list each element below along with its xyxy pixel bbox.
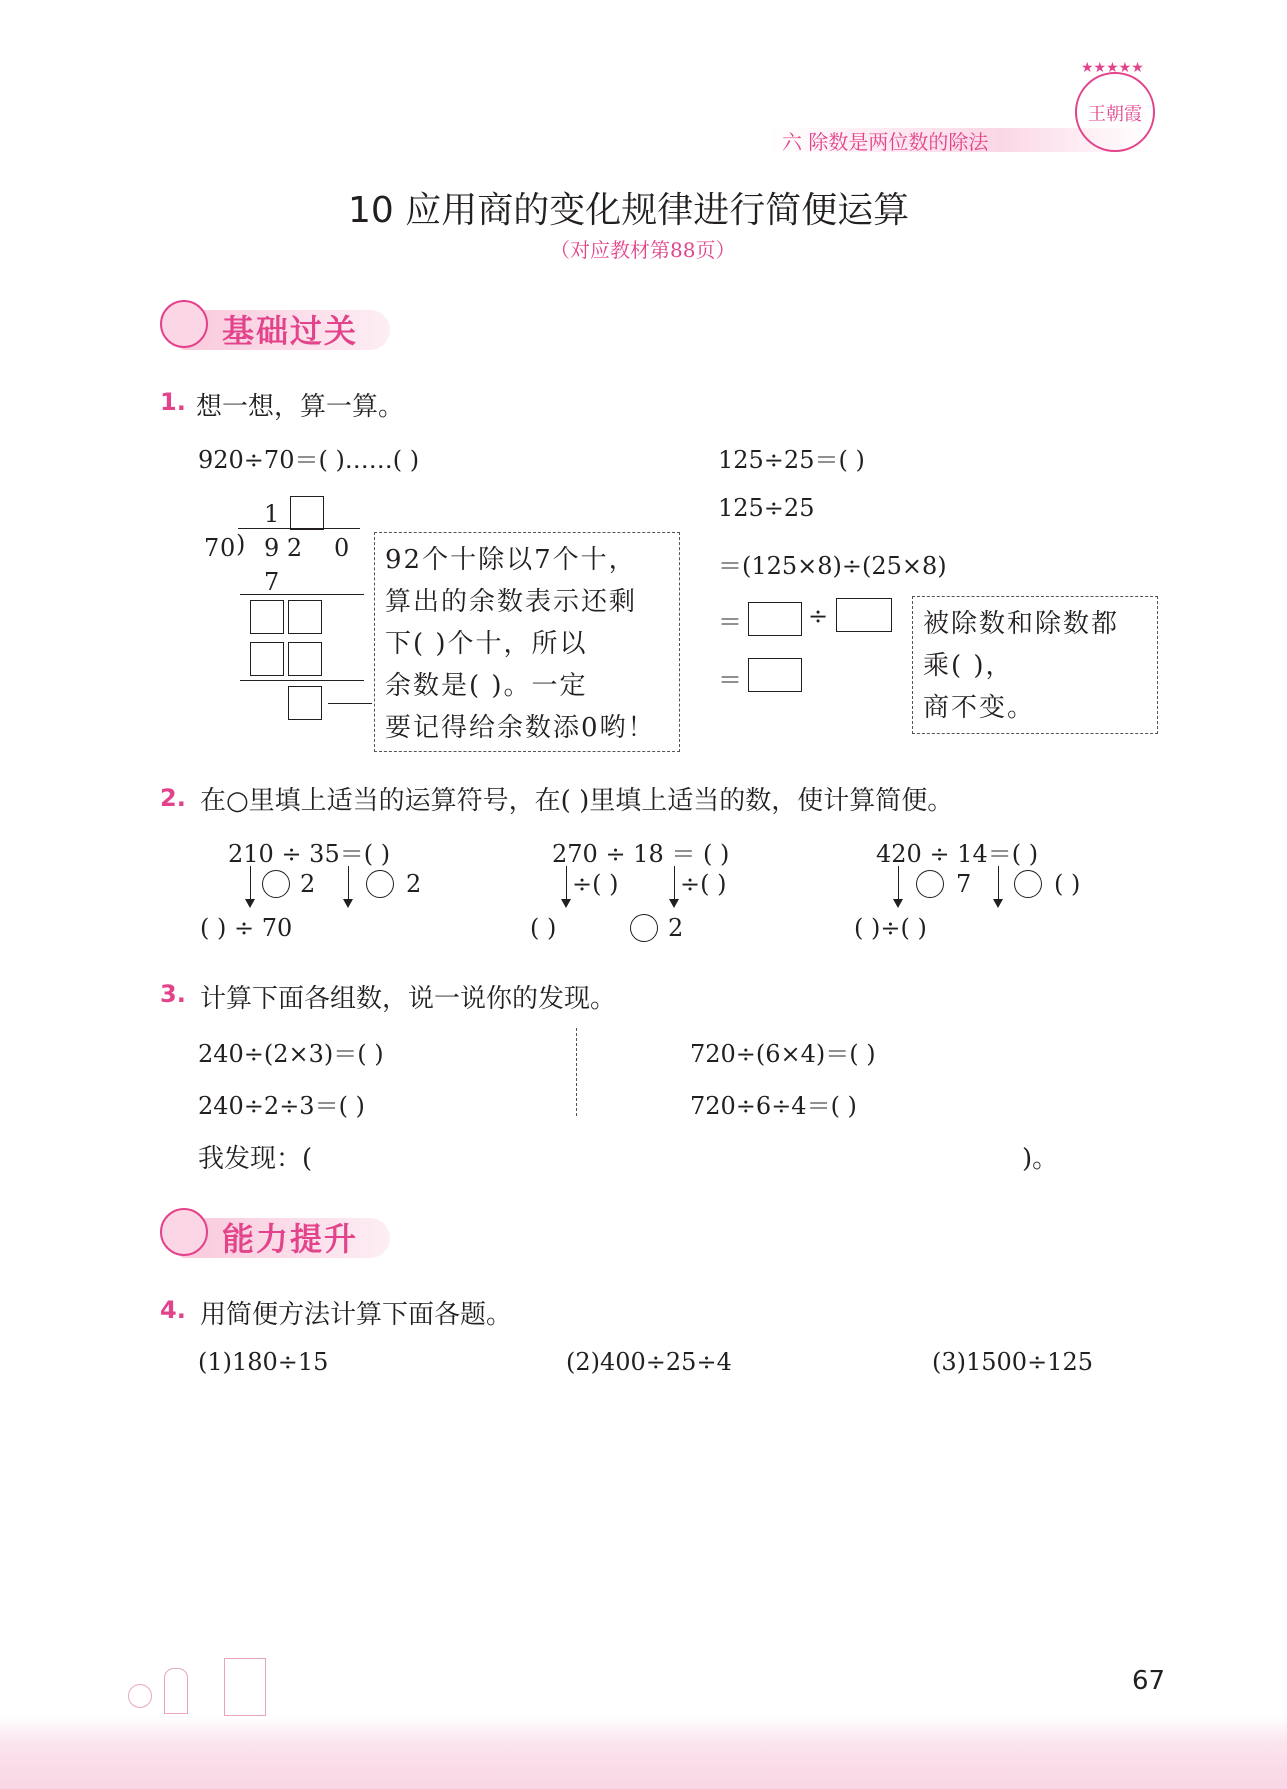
tip-line-5: 要记得给余数添0哟！	[385, 713, 656, 743]
q2-g2-top: 270 ÷ 18 ＝ ( )	[552, 840, 730, 868]
q2-g2-bottom-right: 2	[668, 914, 684, 942]
q1-box-dividend[interactable]	[748, 602, 802, 636]
q2-g3-arrow1	[898, 866, 899, 906]
q4-item-3: (3)1500÷125	[932, 1348, 1093, 1376]
note-line-3: 商不变。	[923, 693, 1036, 723]
division-bracket: )	[236, 530, 246, 558]
q1-right-line4-eq: ＝	[718, 666, 742, 694]
subtract-digit: 7	[264, 568, 280, 596]
q2-g1-arrow1	[250, 866, 251, 906]
page-title: 10 应用商的变化规律进行简便运算	[348, 190, 910, 231]
q1-right-equation: 125÷25＝( )	[718, 446, 865, 474]
q2-g2-arrow2	[674, 866, 675, 906]
quotient-digit: 1	[264, 500, 280, 528]
arrow-to-tip	[328, 703, 372, 704]
logo-text: 王朝霞	[1088, 104, 1142, 125]
long-division	[200, 490, 380, 720]
tree-icon	[128, 1684, 152, 1708]
q2-g2-arrow1	[566, 866, 567, 906]
q2-g2-bottom-left: ( )	[530, 914, 557, 942]
q3-prompt: 计算下面各组数，说一说你的发现。	[200, 984, 617, 1014]
q3-left-1: 240÷(2×3)＝( )	[198, 1040, 384, 1068]
section-badge-basic	[160, 300, 400, 354]
q3-left-2: 240÷2÷3＝( )	[198, 1092, 365, 1120]
quotient-box[interactable]	[290, 496, 324, 530]
tip-line-4: 余数是( )。一定	[385, 671, 588, 701]
q2-g3-bottom: ( )÷( )	[854, 914, 927, 942]
q3-right-2: 720÷6÷4＝( )	[690, 1092, 857, 1120]
q3-right-1: 720÷(6×4)＝( )	[690, 1040, 876, 1068]
q2-g3-op2: ( )	[1054, 870, 1081, 898]
remainder-box-2a[interactable]	[250, 642, 284, 676]
q4-item-2: (2)400÷25÷4	[566, 1348, 732, 1376]
house-icon	[224, 1658, 266, 1716]
line-2	[240, 680, 364, 681]
section-badge-advanced	[160, 1208, 400, 1262]
chapter-title: 六 除数是两位数的除法	[782, 130, 989, 154]
division-bar	[238, 528, 360, 529]
q1-prompt: 想一想，算一算。	[196, 392, 405, 422]
tip-box	[374, 532, 680, 752]
q2-g1-top: 210 ÷ 35＝( )	[228, 840, 391, 868]
section-title-basic: 基础过关	[222, 312, 359, 350]
tip-line-1: 92个十除以7个十，	[385, 545, 637, 575]
q1-right-line2: ＝(125×8)÷(25×8)	[718, 552, 947, 580]
q2-g3-arrow2	[998, 866, 999, 906]
q1-number: 1.	[160, 388, 186, 416]
q2-g1-op1: 2	[300, 870, 316, 898]
divisor-zero-crossed: 0	[220, 534, 236, 562]
q3-number: 3.	[160, 980, 186, 1008]
q2-g1-bottom: ( ) ÷ 70	[200, 914, 293, 942]
q4-item-1: (1)180÷15	[198, 1348, 329, 1376]
divisor: 7	[204, 534, 220, 562]
q2-g3-circle2[interactable]	[1014, 870, 1042, 898]
q1-right-line3-eq: ＝	[718, 608, 742, 636]
castle-decoration-icon	[120, 1650, 300, 1720]
q1-box-result[interactable]	[748, 658, 802, 692]
page-number: 67	[1132, 1666, 1166, 1696]
q2-g1-op2: 2	[406, 870, 422, 898]
q1-right-line1: 125÷25	[718, 494, 815, 522]
note-line-2: 乘( )，	[923, 651, 1014, 681]
q2-prompt: 在○里填上适当的运算符号，在( )里填上适当的数，使计算简便。	[200, 786, 954, 816]
remainder-box-2b[interactable]	[288, 642, 322, 676]
q3-finding: 我发现：(	[198, 1144, 313, 1174]
q3-finding-input[interactable]	[322, 1140, 1022, 1170]
q1-right-line3-div: ÷	[808, 602, 829, 630]
dividend-zero-crossed: 0	[334, 534, 350, 562]
q2-g2-mid: ÷( )	[572, 870, 619, 898]
q2-g3-op1: 7	[956, 870, 972, 898]
page-subtitle: （对应教材第88页）	[550, 238, 736, 262]
q2-g3-top: 420 ÷ 14＝( )	[876, 840, 1039, 868]
q2-g2-mid2: ÷( )	[680, 870, 727, 898]
footer-band	[0, 1716, 1287, 1789]
publisher-logo	[1075, 60, 1155, 152]
boy-avatar-icon	[160, 1208, 208, 1256]
dividend: 9 2	[264, 534, 303, 562]
q3-finding-end: )。	[1022, 1144, 1059, 1174]
q2-g1-circle2[interactable]	[366, 870, 394, 898]
girl-avatar-icon	[160, 300, 208, 348]
remainder-box-final[interactable]	[288, 686, 322, 720]
q2-g1-circle1[interactable]	[262, 870, 290, 898]
logo-stars: ★★★★★	[1081, 60, 1144, 76]
note-box	[912, 596, 1158, 734]
q1-box-divisor[interactable]	[836, 598, 892, 632]
q3-divider	[576, 1028, 577, 1116]
tower-icon	[164, 1668, 188, 1714]
remainder-box-1b[interactable]	[288, 600, 322, 634]
q2-number: 2.	[160, 784, 186, 812]
q4-prompt: 用简便方法计算下面各题。	[200, 1300, 513, 1330]
section-title-advanced: 能力提升	[222, 1220, 359, 1258]
q2-g3-circle1[interactable]	[916, 870, 944, 898]
line-1	[240, 594, 364, 595]
note-line-1: 被除数和除数都	[923, 609, 1120, 639]
q2-g1-arrow2	[348, 866, 349, 906]
q4-number: 4.	[160, 1296, 186, 1324]
tip-line-2: 算出的余数表示还剩	[385, 587, 638, 617]
q1-left-equation: 920÷70＝( )……( )	[198, 446, 420, 474]
remainder-box-1a[interactable]	[250, 600, 284, 634]
tip-line-3: 下( )个十，所以	[385, 629, 588, 659]
q2-g2-circle[interactable]	[630, 914, 658, 942]
